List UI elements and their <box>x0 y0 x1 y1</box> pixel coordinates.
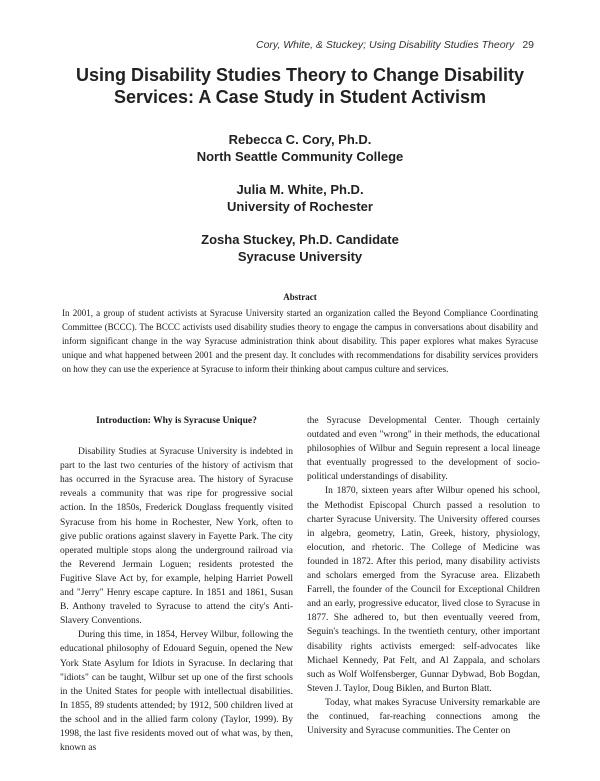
abstract-text: In 2001, a group of student activists at Syracuse University started an organization called the Beyond Compliance Coordinating Committee (BCCC). The BCCC activists used disability studies theory to engage the campus in conversations about disability and inform significant change in the way Syracuse administration think about disability. This paper explores what makes Syracuse unique and what happened between 2001 and the present day. It concludes with recommendations for disability services providers on how they can use the experience at Syracuse to inform their thinking about campus culture and services. <box>62 308 538 374</box>
left-paragraph-2: During this time, in 1854, Hervey Wilbur, following the educational philosophy of Edouard Seguin, opened the New York State Asylum for Idiots in Syracuse. In declaring that "idiots" can be taught, Wilbur set up one of the first schools in the United States for people with intellectual disabilities. In 1855, 89 students attended; by 1912, 500 children lived at the school and in the allied farm colony (Taylor, 1999). By 1998, the last five residents moved out of what was, by then, known as <box>60 630 293 754</box>
section-heading: Introduction: Why is Syracuse Unique? <box>96 416 257 426</box>
title-line-1: Using Disability Studies Theory to Change Disability <box>75 65 525 85</box>
abstract-heading: Abstract <box>283 292 317 302</box>
author-block-2 <box>100 181 500 215</box>
author-affiliation: North Seattle Community College <box>196 149 404 164</box>
title-line-2: Services: A Case Study in Student Activism <box>113 87 487 107</box>
author-block-3 <box>100 231 500 265</box>
author-name: Julia M. White, Ph.D. <box>236 182 364 197</box>
author-affiliation: Syracuse University <box>237 249 363 264</box>
running-head-text: Cory, White, & Stuckey; Using Disability Studies Theory <box>256 39 515 51</box>
right-paragraph-1: the Syracuse Developmental Center. Though certainly outdated and even "wrong" in their methods, the educational philosophies of Wilbur and Seguin represent a local lineage that eventually progressed to the development of socio-political understandings of disability. <box>307 416 540 483</box>
author-block-1 <box>100 131 500 165</box>
right-column <box>307 414 540 738</box>
page-number: 29 <box>522 39 534 51</box>
author-name: Rebecca C. Cory, Ph.D. <box>228 132 372 147</box>
running-head <box>256 39 534 51</box>
author-name: Zosha Stuckey, Ph.D. Candidate <box>201 232 399 247</box>
paper-title <box>40 64 560 108</box>
right-paragraph-3: Today, what makes Syracuse University remarkable are the continued, far-reaching connections among the University and Syracuse communities. The Center on <box>307 697 540 737</box>
left-paragraph-1: Disability Studies at Syracuse University is indebted in part to the last two centuries of the history of activism that has occurred in the Syracuse area. The history of Syracuse reveals a community that was ripe for progressive social action. In the 1850s, Frederick Douglass frequently visited Syracuse from his home in Rochester, New York, often to give public orations against slavery in Fayette Park. The city operated multiple stops along the underground railroad via the Reverend Jermain Loguen; residents protested the Fugitive Slave Act by, for example, helping Harriet Powell and "Jerry" Henry escape capture. In 1851 and 1861, Susan B. Anthony traveled to Syracuse to attend the city's Anti-Slavery Conventions. <box>60 447 293 627</box>
left-column <box>60 414 293 755</box>
author-affiliation: University of Rochester <box>227 199 373 214</box>
right-paragraph-2: In 1870, sixteen years after Wilbur opened his school, the Methodist Episcopal Church passed a resolution to charter Syracuse University. The University offered courses in algebra, geometry, Latin, Greek, history, physiology, elocution, and rhetoric. The College of Medicine was founded in 1872. After this period, many disability activists and scholars emerged from the Syracuse area. Elizabeth Farrell, the founder of the Council for Exceptional Children and an early, progressive educator, lived close to Syracuse in 1877. She adhered to, but then eventually veered from, Seguin's teachings. In the twentieth century, other important disability rights activists emerged: self-advocates like Michael Kennedy, Pat Felt, and Al Zappala, and scholars such as Wolf Wolfensberger, Gunnar Dybwad, Bob Bogdan, Steven J. Taylor, Doug Biklen, and Burton Blatt. <box>307 486 540 694</box>
